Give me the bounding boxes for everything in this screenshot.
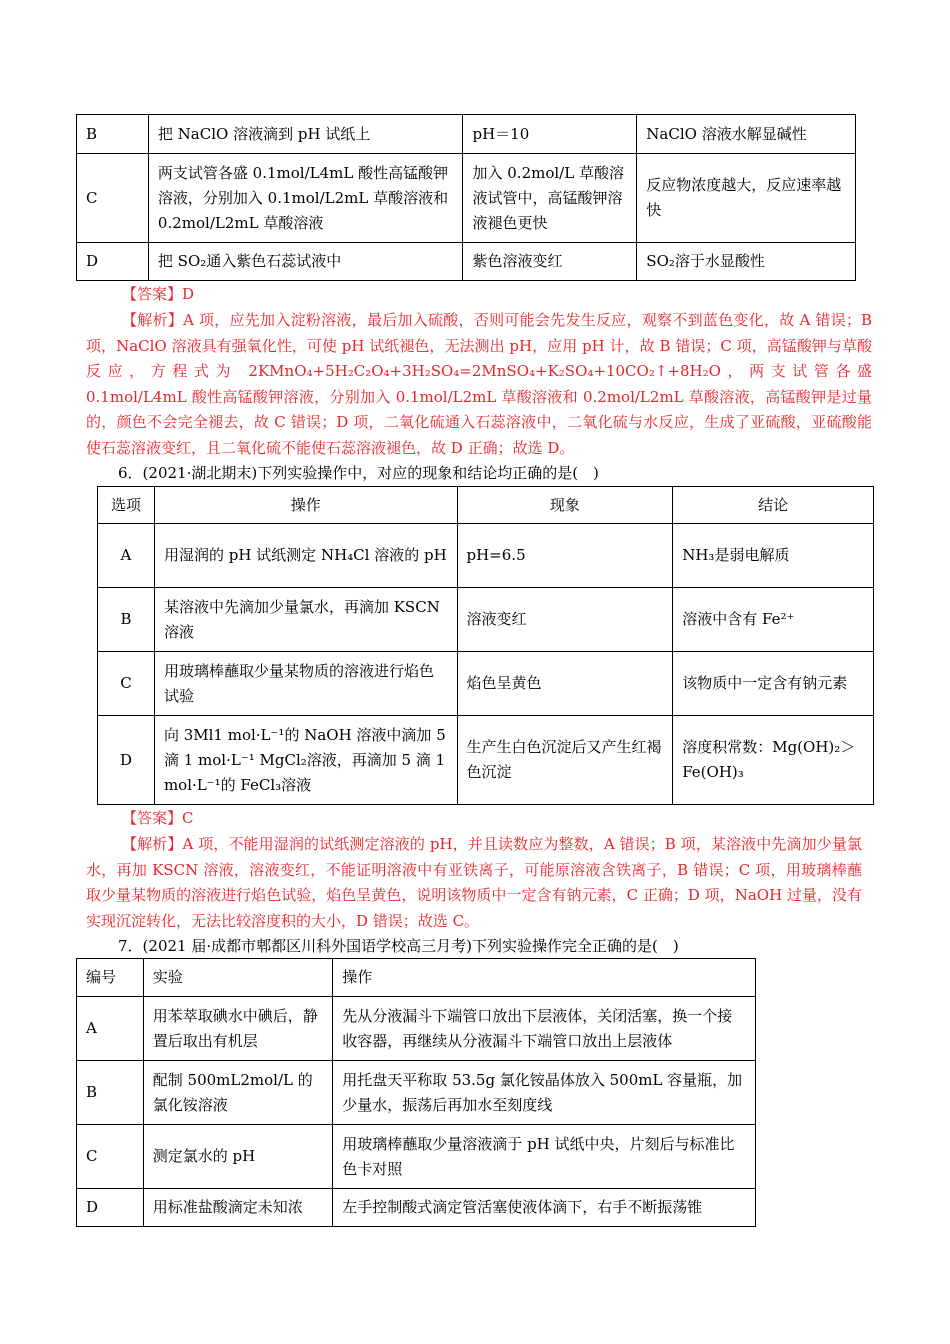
answer-value: C — [182, 809, 194, 827]
row-label: B — [98, 588, 155, 652]
table-row — [77, 154, 856, 243]
operation-cell: 左手控制酸式滴定管活塞使液体滴下，右手不断振荡锥 — [333, 1189, 756, 1227]
conclusion-cell: SO₂溶于水显酸性 — [637, 243, 856, 281]
operation-cell: 把 SO₂通入紫色石蕊试液中 — [148, 243, 463, 281]
answer-q5 — [122, 282, 194, 307]
analysis-label: 【解析】 — [122, 311, 184, 329]
table-row — [77, 1061, 756, 1125]
operation-cell: 先从分液漏斗下端管口放出下层液体，关闭活塞，换一个接收容器，再继续从分液漏斗下端管口放出上层液体 — [333, 997, 756, 1061]
row-label: C — [77, 1125, 144, 1189]
header-phenomenon: 现象 — [457, 487, 673, 524]
phenomenon-cell: pH=6.5 — [457, 524, 673, 588]
phenomenon-cell: 溶液变红 — [457, 588, 673, 652]
conclusion-cell: NaClO 溶液水解显碱性 — [637, 115, 856, 154]
operation-cell: 用湿润的 pH 试纸测定 NH₄Cl 溶液的 pH — [154, 524, 457, 588]
conclusion-cell: 反应物浓度越大，反应速率越快 — [637, 154, 856, 243]
table-row — [77, 997, 756, 1061]
table-q6 — [97, 486, 874, 805]
table-header-row — [77, 959, 756, 997]
question-6-stem: 6．(2021·湖北期末)下列实验操作中，对应的现象和结论均正确的是( ) — [118, 464, 599, 482]
row-label: D — [77, 243, 149, 281]
row-label: D — [98, 716, 155, 805]
table-row — [77, 115, 856, 154]
table-row — [98, 716, 874, 805]
conclusion-cell: NH₃是弱电解质 — [673, 524, 874, 588]
table-row — [77, 1189, 756, 1227]
phenomenon-cell: 焰色呈黄色 — [457, 652, 673, 716]
analysis-text: A 项，应先加入淀粉溶液，最后加入硫酸，否则可能会先发生反应，观察不到蓝色变化，故 A 错误；B 项，NaClO 溶液具有强氧化性，可使 pH 试纸褪色，无法测出 pH，应用 pH 计，故 B 错误；C 项，高锰酸钾与草酸反应，方程式为 2KMnO₄+5H₂C₂O₄+3H₂SO₄=2MnSO₄+K₂SO₄+10CO₂↑+8H₂O，两支试管各盛 0.1mol/L4mL 酸性高锰酸钾溶液，分别加入 0.1mol/L2mL 草酸溶液和 0.2mol/L2mL 草酸溶液，高锰酸钾是过量的，颜色不会完全褪去，故 C 错误；D 项，二氧化硫通入石蕊溶液中，二氧化硫与水反应，生成了亚硫酸，亚硫酸能使石蕊溶液变红，且二氧化硫不能使石蕊溶液褪色，故 D 正确；故选 D。 — [86, 311, 872, 457]
conclusion-cell: 该物质中一定含有钠元素 — [673, 652, 874, 716]
row-label: C — [77, 154, 149, 243]
experiment-cell: 配制 500mL2mol/L 的氯化铵溶液 — [143, 1061, 333, 1125]
question-7-stem: 7．(2021 届·成都市郫都区川科外国语学校高三月考)下列实验操作完全正确的是( ) — [118, 937, 679, 955]
header-operation: 操作 — [333, 959, 756, 997]
phenomenon-cell: 紫色溶液变红 — [463, 243, 637, 281]
answer-label: 【答案】 — [122, 285, 183, 303]
table-header-row — [98, 487, 874, 524]
analysis-q5 — [86, 308, 872, 461]
operation-cell: 向 3Ml1 mol·L⁻¹的 NaOH 溶液中滴加 5 滴 1 mol·L⁻¹ MgCl₂溶液，再滴加 5 滴 1 mol·L⁻¹的 FeCl₃溶液 — [154, 716, 457, 805]
table-row — [98, 652, 874, 716]
row-label: B — [77, 115, 149, 154]
operation-cell: 把 NaClO 溶液滴到 pH 试纸上 — [148, 115, 463, 154]
row-label: C — [98, 652, 155, 716]
table-q5-continued — [76, 114, 856, 281]
experiment-cell: 测定氯水的 pH — [143, 1125, 333, 1189]
row-label: D — [77, 1189, 144, 1227]
conclusion-cell: 溶液中含有 Fe²⁺ — [673, 588, 874, 652]
experiment-cell: 用标准盐酸滴定未知浓 — [143, 1189, 333, 1227]
operation-cell: 用玻璃棒蘸取少量某物质的溶液进行焰色试验 — [154, 652, 457, 716]
operation-cell: 用托盘天平称取 53.5g 氯化铵晶体放入 500mL 容量瓶，加少量水，振荡后再加水至刻度线 — [333, 1061, 756, 1125]
row-label: B — [77, 1061, 144, 1125]
analysis-text: A 项，不能用湿润的试纸测定溶液的 pH，并且读数应为整数，A 错误；B 项，某溶液中先滴加少量氯水，再加 KSCN 溶液，溶液变红，不能证明溶液中有亚铁离子，可能原溶液含铁离子，B 错误；C 项，用玻璃棒蘸取少量某物质的溶液进行焰色试验，焰色呈黄色，说明该物质中一定含有钠元素，C 正确；D 项，NaOH 过量，没有实现沉淀转化，无法比较溶度积的大小，D 错误；故选 C。 — [86, 835, 862, 930]
answer-label: 【答案】 — [122, 809, 183, 827]
table-q7 — [76, 958, 756, 1227]
header-option: 选项 — [98, 487, 155, 524]
operation-cell: 某溶液中先滴加少量氯水，再滴加 KSCN 溶液 — [154, 588, 457, 652]
operation-cell: 两支试管各盛 0.1mol/L4mL 酸性高锰酸钾溶液，分别加入 0.1mol/L2mL 草酸溶液和 0.2mol/L2mL 草酸溶液 — [148, 154, 463, 243]
table-row — [98, 524, 874, 588]
table-row — [98, 588, 874, 652]
experiment-cell: 用苯萃取碘水中碘后，静置后取出有机层 — [143, 997, 333, 1061]
analysis-label: 【解析】 — [122, 835, 183, 853]
header-conclusion: 结论 — [673, 487, 874, 524]
analysis-q6 — [86, 832, 862, 934]
row-label: A — [98, 524, 155, 588]
answer-value: D — [182, 285, 195, 303]
operation-cell: 用玻璃棒蘸取少量溶液滴于 pH 试纸中央，片刻后与标准比色卡对照 — [333, 1125, 756, 1189]
header-number: 编号 — [77, 959, 144, 997]
phenomenon-cell: 加入 0.2mol/L 草酸溶液试管中，高锰酸钾溶液褪色更快 — [463, 154, 637, 243]
table-row — [77, 1125, 756, 1189]
phenomenon-cell: 生产生白色沉淀后又产生红褐色沉淀 — [457, 716, 673, 805]
header-experiment: 实验 — [143, 959, 333, 997]
phenomenon-cell: pH＝10 — [463, 115, 637, 154]
table-row — [77, 243, 856, 281]
conclusion-cell: 溶度积常数：Mg(OH)₂＞Fe(OH)₃ — [673, 716, 874, 805]
header-operation: 操作 — [154, 487, 457, 524]
answer-q6 — [122, 806, 194, 831]
row-label: A — [77, 997, 144, 1061]
